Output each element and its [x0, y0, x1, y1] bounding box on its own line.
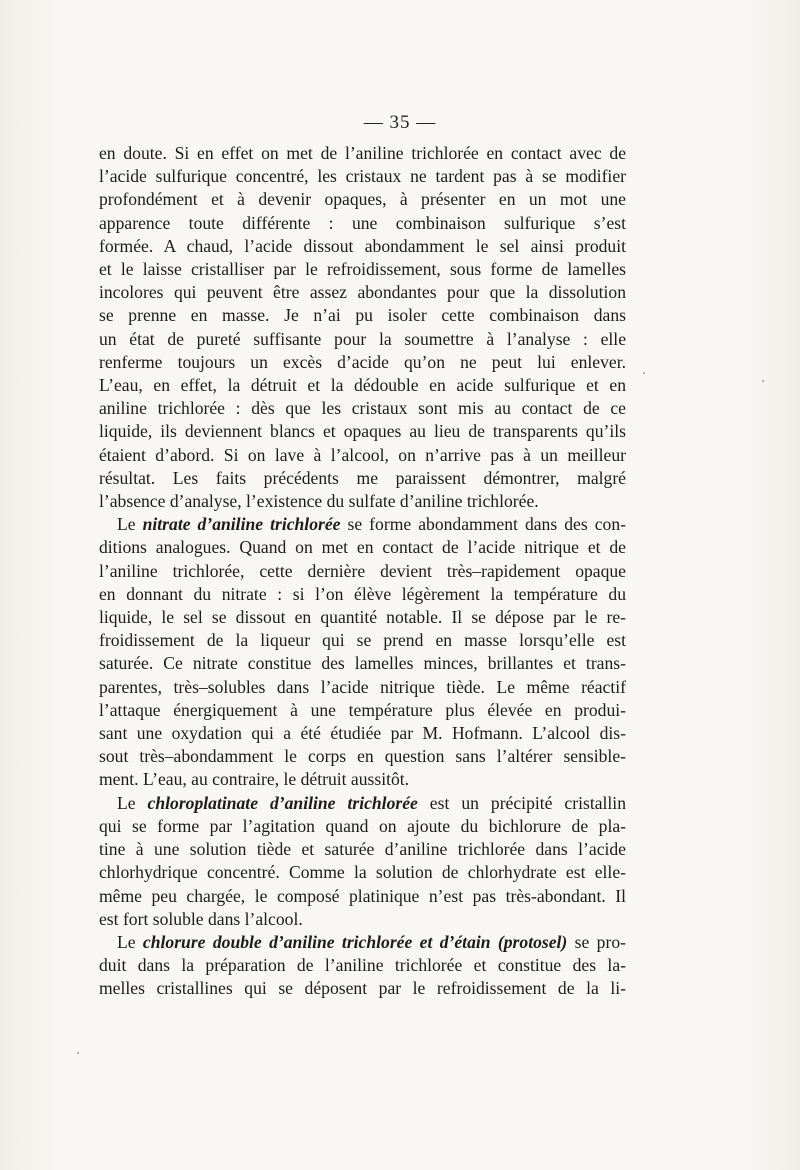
text-line: melles cristallines qui se déposent par le refroidissement de la li-: [99, 978, 626, 999]
text-line: [99, 931, 626, 954]
text-line: liquide, le sel se dissout en quantité notable. Il se dépose par le re-: [99, 607, 626, 628]
paragraph-4: [99, 931, 626, 1001]
text-line: qui se forme par l’agitation quand on ajoute du bichlorure de pla-: [99, 815, 626, 836]
text-line: saturée. Ce nitrate constitue des lamelles minces, brillantes et trans-: [99, 653, 626, 674]
paragraph-1: [99, 142, 626, 513]
text-line: résultat. Les faits précédents me paraissent démontrer, malgré: [99, 467, 626, 488]
text-line: se prenne en masse. Je n’ai pu isoler cette combinaison dans: [99, 305, 626, 326]
text-line: l’absence d’analyse, l’existence du sulfate d’aniline trichlorée.: [99, 491, 539, 512]
text-line: tine à une solution tiède et saturée d’aniline trichlorée dans l’acide: [99, 839, 626, 860]
text-line: incolores qui peuvent être assez abondantes pour que la dissolution: [99, 282, 626, 303]
text-line: l’acide sulfurique concentré, les cristaux ne tardent pas à se modifier: [99, 166, 626, 187]
text-line: ditions analogues. Quand on met en contact de l’acide nitrique et de: [99, 537, 626, 558]
paragraph-lead: Le: [117, 792, 148, 813]
text-line: chlorhydrique concentré. Comme la solution de chlorhydrate est elle-: [99, 862, 626, 883]
paragraph-lead: Le: [117, 514, 143, 535]
line-rest: se pro-: [567, 931, 626, 952]
text-line: profondément et à devenir opaques, à présenter en un mot une: [99, 189, 626, 210]
text-line: parentes, très–solubles dans l’acide nitrique tiède. Le même réactif: [99, 676, 626, 697]
text-line: apparence toute différente : une combinaison sulfurique s’est: [99, 212, 626, 233]
line-rest: se forme abondamment dans des con-: [340, 514, 626, 535]
text-line: ment. L’eau, au contraire, le détruit aussitôt.: [99, 769, 410, 790]
text-line: duit dans la préparation de l’aniline trichlorée et constitue des la-: [99, 955, 626, 976]
line-rest: est un précipité cristallin: [417, 792, 626, 813]
text-line: L’eau, en effet, la détruit et la dédouble en acide sulfurique et en: [99, 375, 626, 396]
text-line: sant une oxydation qui a été étudiée par M. Hofmann. L’alcool dis-: [99, 723, 626, 744]
text-line: l’aniline trichlorée, cette dernière devient très–rapidement opaque: [99, 560, 626, 581]
text-line: en doute. Si en effet on met de l’aniline trichlorée en contact avec de: [99, 143, 626, 163]
paragraph-lead: Le: [117, 931, 143, 952]
paper-speck: [643, 372, 645, 374]
paper-speck: [762, 380, 764, 382]
text-line: l’attaque énergiquement à une température plus élevée en produi-: [99, 699, 626, 720]
compound-term: chloroplatinate d’aniline trichlorée: [147, 792, 418, 813]
compound-term: chlorure double d’aniline trichlorée et d’étain (protosel): [142, 931, 568, 952]
text-line: aniline trichlorée : dès que les cristaux sont mis au contact de ce: [99, 398, 626, 419]
text-line: un état de pureté suffisante pour la soumettre à l’analyse : elle: [99, 328, 626, 349]
text-line: [99, 792, 626, 815]
paper-speck: [77, 1052, 79, 1054]
text-line: sout très–abondamment le corps en question sans l’altérer sensible-: [99, 746, 626, 767]
text-line: formée. A chaud, l’acide dissout abondamment le sel ainsi produit: [99, 235, 626, 256]
text-line: liquide, ils deviennent blancs et opaques au lieu de transparents qu’ils: [99, 421, 626, 442]
body-text: [99, 142, 626, 1001]
text-line: [99, 513, 626, 536]
text-line: et le laisse cristalliser par le refroidissement, sous forme de lamelles: [99, 259, 626, 280]
text-line: est fort soluble dans l’alcool.: [99, 908, 303, 929]
compound-term: nitrate d’aniline trichlorée: [142, 514, 341, 535]
text-line: même peu chargée, le composé platinique n’est pas très-abondant. Il: [99, 885, 626, 906]
paragraph-3: [99, 792, 626, 931]
paragraph-2: [99, 513, 626, 791]
text-line: en donnant du nitrate : si l’on élève légèrement la température du: [99, 583, 626, 604]
text-line: froidissement de la liqueur qui se prend en masse lorsqu’elle est: [99, 630, 626, 651]
text-line: étaient d’abord. Si on lave à l’alcool, on n’arrive pas à un meilleur: [99, 444, 626, 465]
page-number: — 35 —: [363, 112, 437, 133]
text-line: renferme toujours un excès d’acide qu’on ne peut lui enlever.: [99, 351, 626, 372]
